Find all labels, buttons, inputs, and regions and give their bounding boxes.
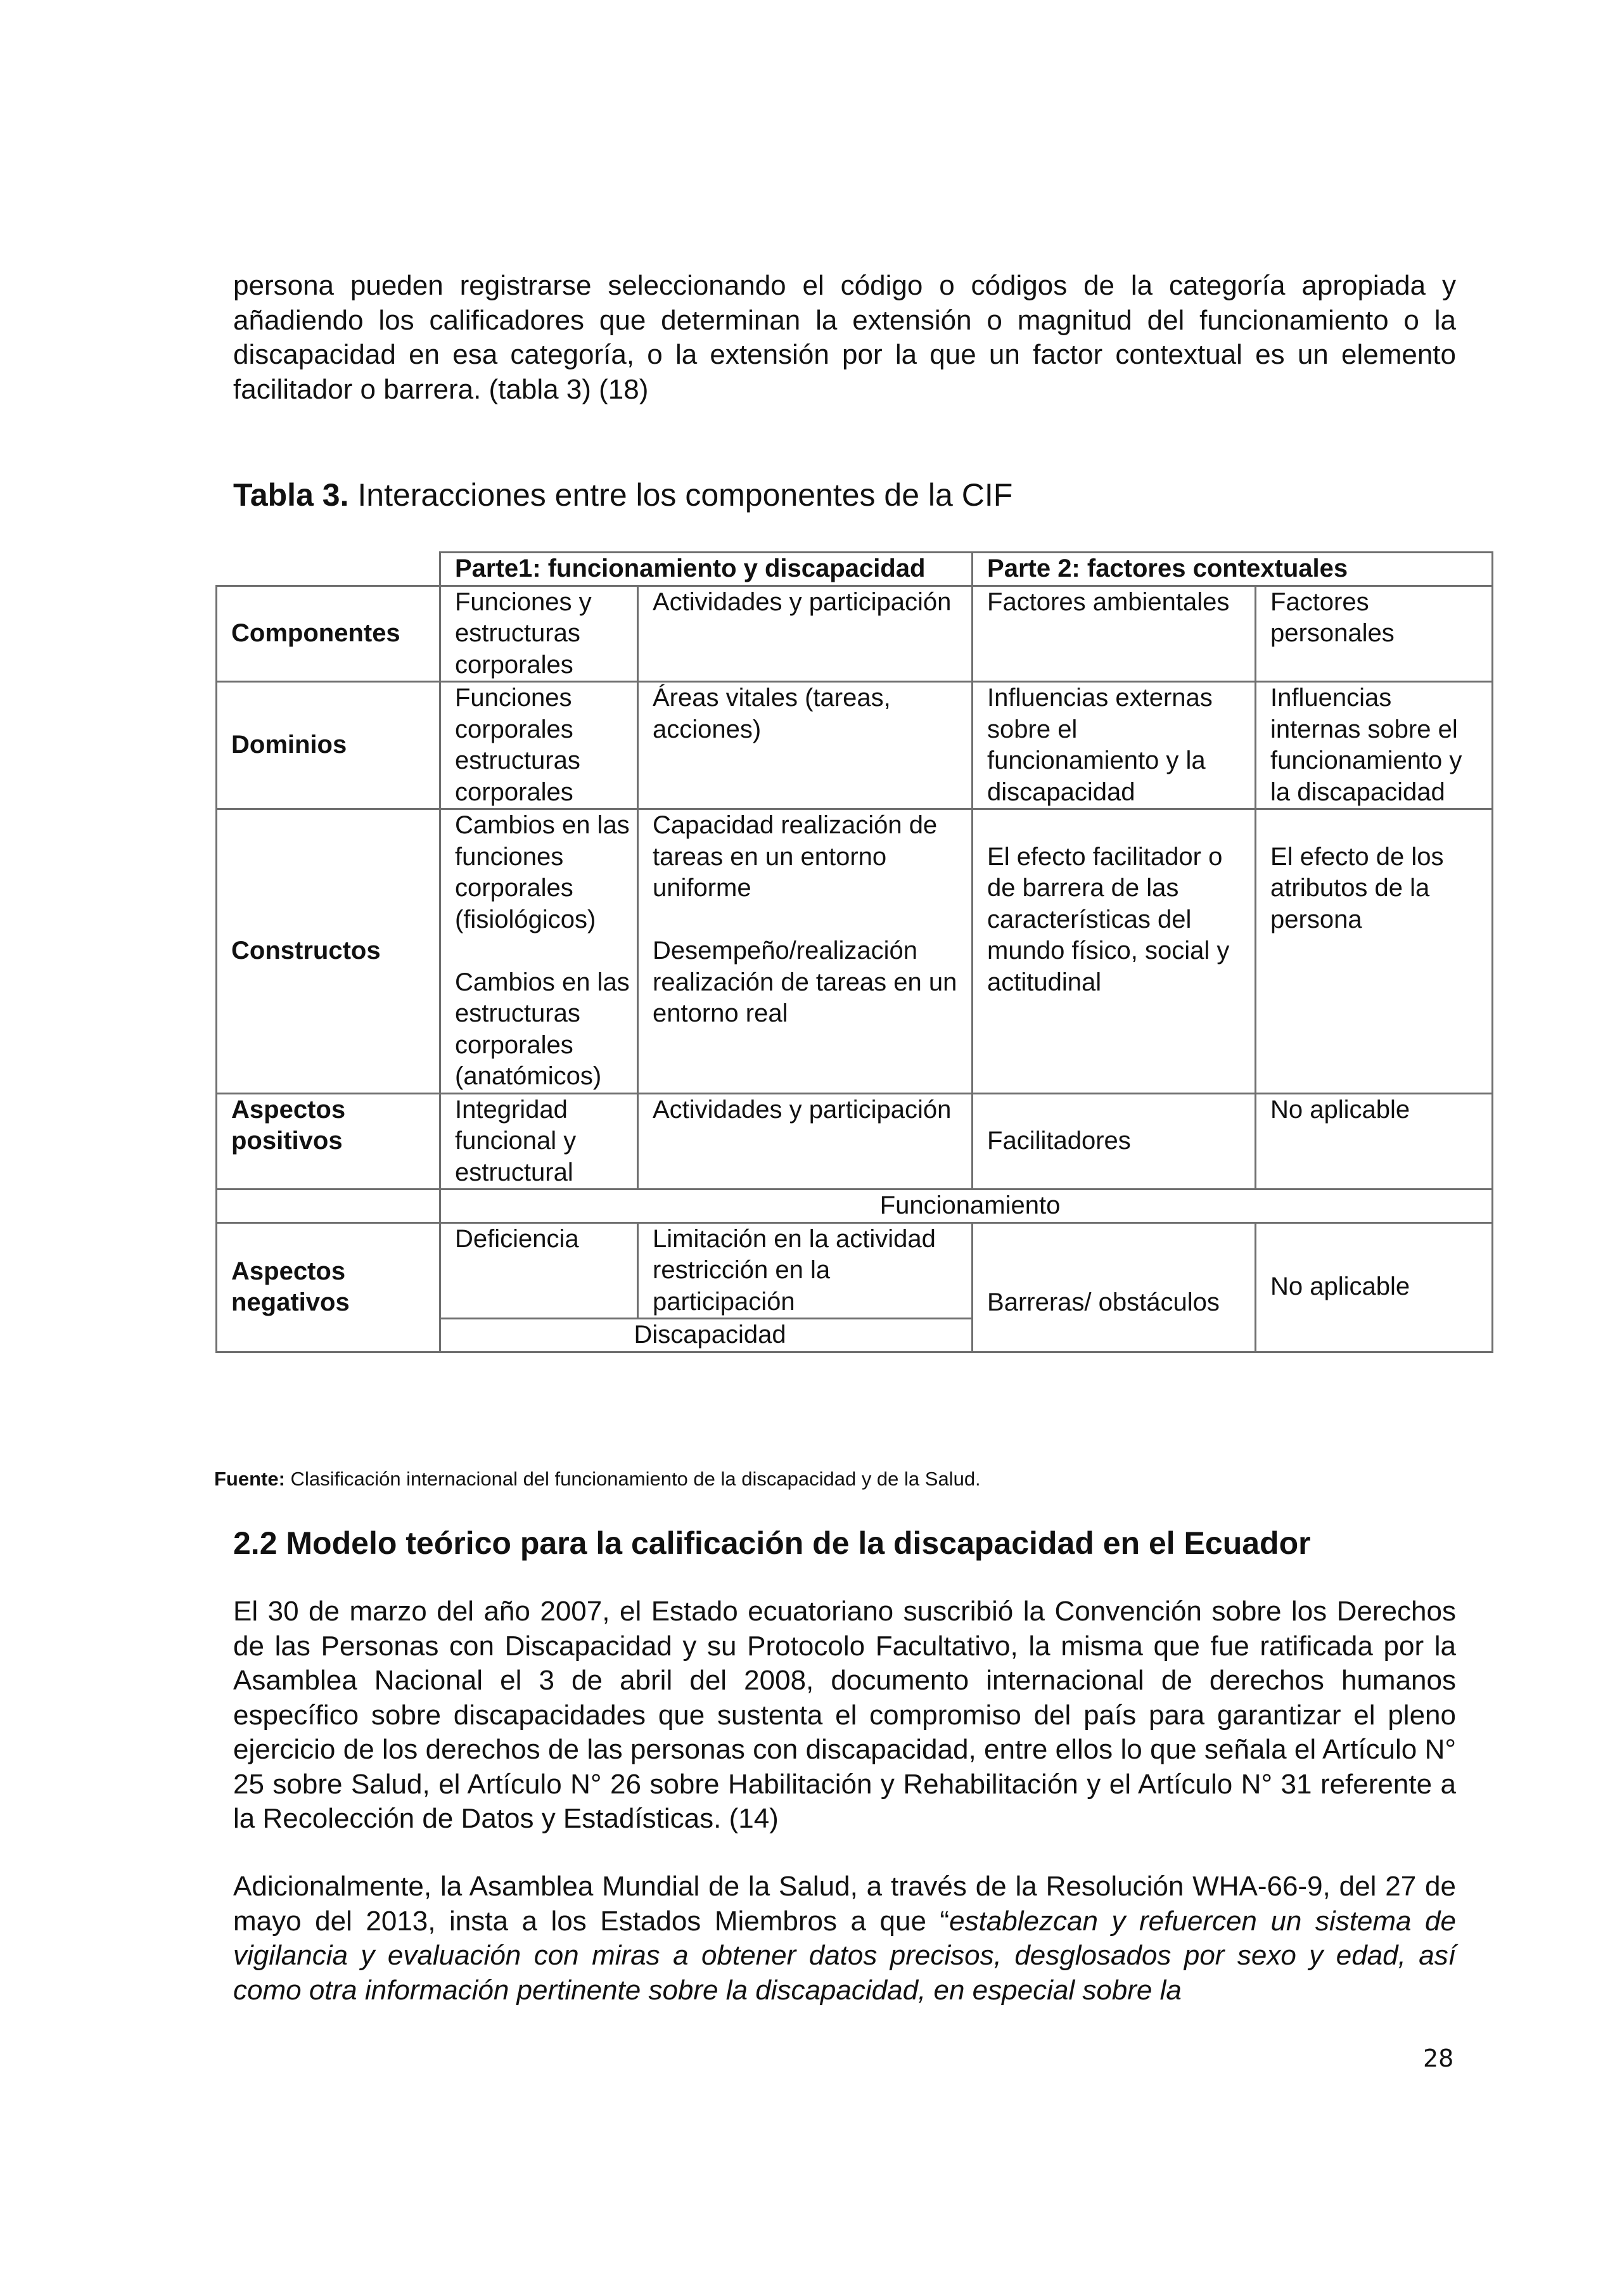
- cell-spacer: [1270, 810, 1485, 842]
- cell-positivos-3: [973, 1093, 1256, 1190]
- table-caption-text: Interacciones entre los componentes de la CIF: [348, 477, 1013, 513]
- paragraph-resolution: [233, 1870, 1456, 2008]
- cif-table: [215, 551, 1493, 1353]
- cell-negativos-2: Limitación en la actividad restricción en la participación: [638, 1222, 973, 1319]
- header-part1: Parte1: funcionamiento y discapacidad: [440, 553, 973, 586]
- positivos-3-text: Facilitadores: [987, 1127, 1131, 1155]
- cell-componentes-4: Factores personales: [1256, 586, 1493, 682]
- empty-cell: [217, 1190, 440, 1223]
- cell-positivos-4: No aplicable: [1256, 1093, 1493, 1190]
- table-source-note: [214, 1468, 981, 1491]
- cell-negativos-4: No aplicable: [1256, 1222, 1493, 1352]
- cell-dominios-1: Funciones corporales estructuras corporales: [440, 682, 638, 809]
- cell-spacer: [653, 904, 965, 936]
- table-row-negativos: [217, 1222, 1493, 1319]
- cell-dominios-4: Influencias internas sobre el funcionamiento y la discapacidad: [1256, 682, 1493, 809]
- table-row-componentes: [217, 586, 1493, 682]
- table-row-funcionamiento: [217, 1190, 1493, 1223]
- cell-componentes-3: Factores ambientales: [973, 586, 1256, 682]
- cell-spacer: [987, 1256, 1248, 1288]
- header-part2: Parte 2: factores contextuales: [973, 553, 1493, 586]
- cell-negativos-1: Deficiencia: [440, 1222, 638, 1319]
- section-heading: 2.2 Modelo teórico para la calificación de la discapacidad en el Ecuador: [233, 1525, 1311, 1561]
- constructos-2-capacidad: Capacidad realización de tareas en un entorno uniforme: [653, 811, 938, 902]
- constructos-4-text: El efecto de los atributos de la persona: [1270, 842, 1444, 933]
- cell-positivos-1: Integridad funcional y estructural: [440, 1093, 638, 1190]
- cell-constructos-2: [638, 809, 973, 1094]
- constructos-2-desempeno: Desempeño/realización realización de tareas en un entorno real: [653, 937, 957, 1027]
- source-label: Fuente:: [214, 1468, 285, 1490]
- row-label-positivos: Aspectos positivos: [217, 1093, 440, 1190]
- intro-paragraph: persona pueden registrarse seleccionando el código o códigos de la categoría apropiada y añadiendo los calificadores que determinan la extensión o magnitud del funcionamiento o la discapacidad en esa categoría, o la extensión por la que un factor contextual es un elemento facilitador o barrera. (tabla 3) (18): [233, 270, 1456, 405]
- cell-componentes-2: Actividades y participación: [638, 586, 973, 682]
- cell-constructos-3: [973, 809, 1256, 1094]
- source-text: Clasificación internacional del funcionamiento de la discapacidad y de la Salud.: [284, 1468, 981, 1490]
- cell-spacer: [455, 935, 630, 967]
- table-caption-label: Tabla 3.: [233, 477, 349, 513]
- paragraph-convention: El 30 de marzo del año 2007, el Estado ecuatoriano suscribió la Convención sobre los Derechos de las Personas con Discapacidad y su Protocolo Facultativo, la misma que fue ratificada por la Asamblea Nacional el 3 de abril del 2008, documento internacional de derechos humanos específico sobre discapacidades que sustenta el compromiso del país para garantizar el pleno ejercicio de los derechos de las personas con discapacidad, entre ellos lo que señala el Artículo N° 25 sobre Salud, el Artículo N° 26 sobre Habilitación y Rehabilitación y el Artículo N° 31 referente a la Recolección de Datos y Estadísticas. (14): [233, 1596, 1456, 1834]
- table-caption: [233, 477, 1012, 513]
- constructos-1-funciones: Cambios en las funciones corporales (fisiológicos): [455, 811, 630, 933]
- paragraph-resolution-quote: establezcan y refuercen un sistema de vigilancia y evaluación con miras a obtener datos precisos, desglosados por sexo y edad, así como otra información pertinente sobre la discapacidad, en especial sobre la: [233, 1905, 1456, 2006]
- cell-spacer: [987, 810, 1248, 842]
- funcionamiento-summary: Funcionamiento: [440, 1190, 1493, 1223]
- row-label-negativos: Aspectos negativos: [217, 1222, 440, 1352]
- paragraph-resolution-normal: Adicionalmente, la Asamblea Mundial de la Salud, a través de la Resolución WHA-66-9, del 27 de mayo del 2013, insta a los Estados Miembros a que “: [233, 1871, 1456, 1937]
- cell-negativos-3: [973, 1222, 1256, 1352]
- row-label-constructos: Constructos: [217, 809, 440, 1094]
- table-row-constructos: [217, 809, 1493, 1094]
- constructos-3-text: El efecto facilitador o de barrera de las características del mundo físico, social y actitudinal: [987, 842, 1230, 996]
- table-row-positivos: [217, 1093, 1493, 1190]
- empty-corner-cell: [217, 553, 440, 586]
- row-label-dominios: Dominios: [217, 682, 440, 809]
- page-number: 28: [1423, 2044, 1454, 2072]
- row-label-componentes: Componentes: [217, 586, 440, 682]
- cell-dominios-3: Influencias externas sobre el funcionamiento y la discapacidad: [973, 682, 1256, 809]
- constructos-1-estructuras: Cambios en las estructuras corporales (anatómicos): [455, 968, 630, 1090]
- table-header-row: [217, 553, 1493, 586]
- table-row-dominios: [217, 682, 1493, 809]
- negativos-3-text: Barreras/ obstáculos: [987, 1288, 1220, 1316]
- cell-componentes-1: Funciones y estructuras corporales: [440, 586, 638, 682]
- cell-dominios-2: Áreas vitales (tareas, acciones): [638, 682, 973, 809]
- discapacidad-summary: Discapacidad: [440, 1319, 973, 1352]
- cell-constructos-1: [440, 809, 638, 1094]
- cell-spacer: [987, 1094, 1248, 1126]
- cell-constructos-4: [1256, 809, 1493, 1094]
- cell-positivos-2: Actividades y participación: [638, 1093, 973, 1190]
